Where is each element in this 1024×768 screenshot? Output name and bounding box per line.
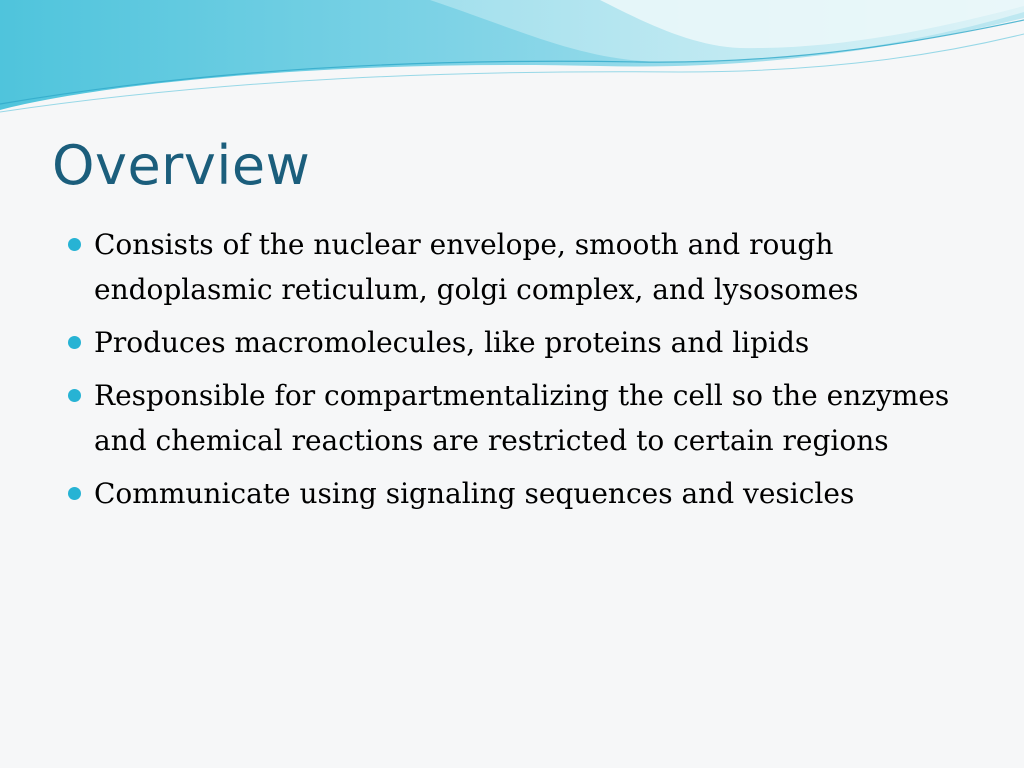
bullet-item: [60, 471, 980, 516]
bullet-text: Communicate using signaling sequences and vesicles: [94, 477, 855, 510]
bullet-text: Produces macromolecules, like proteins and lipids: [94, 326, 810, 359]
bullet-item: [60, 320, 980, 365]
bullet-list: [60, 222, 980, 524]
bullet-text: Responsible for compartmentalizing the cell so the enzymes and chemical reactions are restricted to certain regions: [94, 379, 950, 457]
bullet-dot-icon: [68, 238, 81, 251]
bullet-dot-icon: [68, 389, 81, 402]
header-wave-decoration: [0, 0, 1024, 120]
bullet-dot-icon: [68, 487, 81, 500]
bullet-item: [60, 373, 980, 463]
slide-title: Overview: [52, 134, 311, 197]
bullet-text: Consists of the nuclear envelope, smooth and rough endoplasmic reticulum, golgi complex, and lysosomes: [94, 228, 859, 306]
bullet-item: [60, 222, 980, 312]
bullet-dot-icon: [68, 336, 81, 349]
